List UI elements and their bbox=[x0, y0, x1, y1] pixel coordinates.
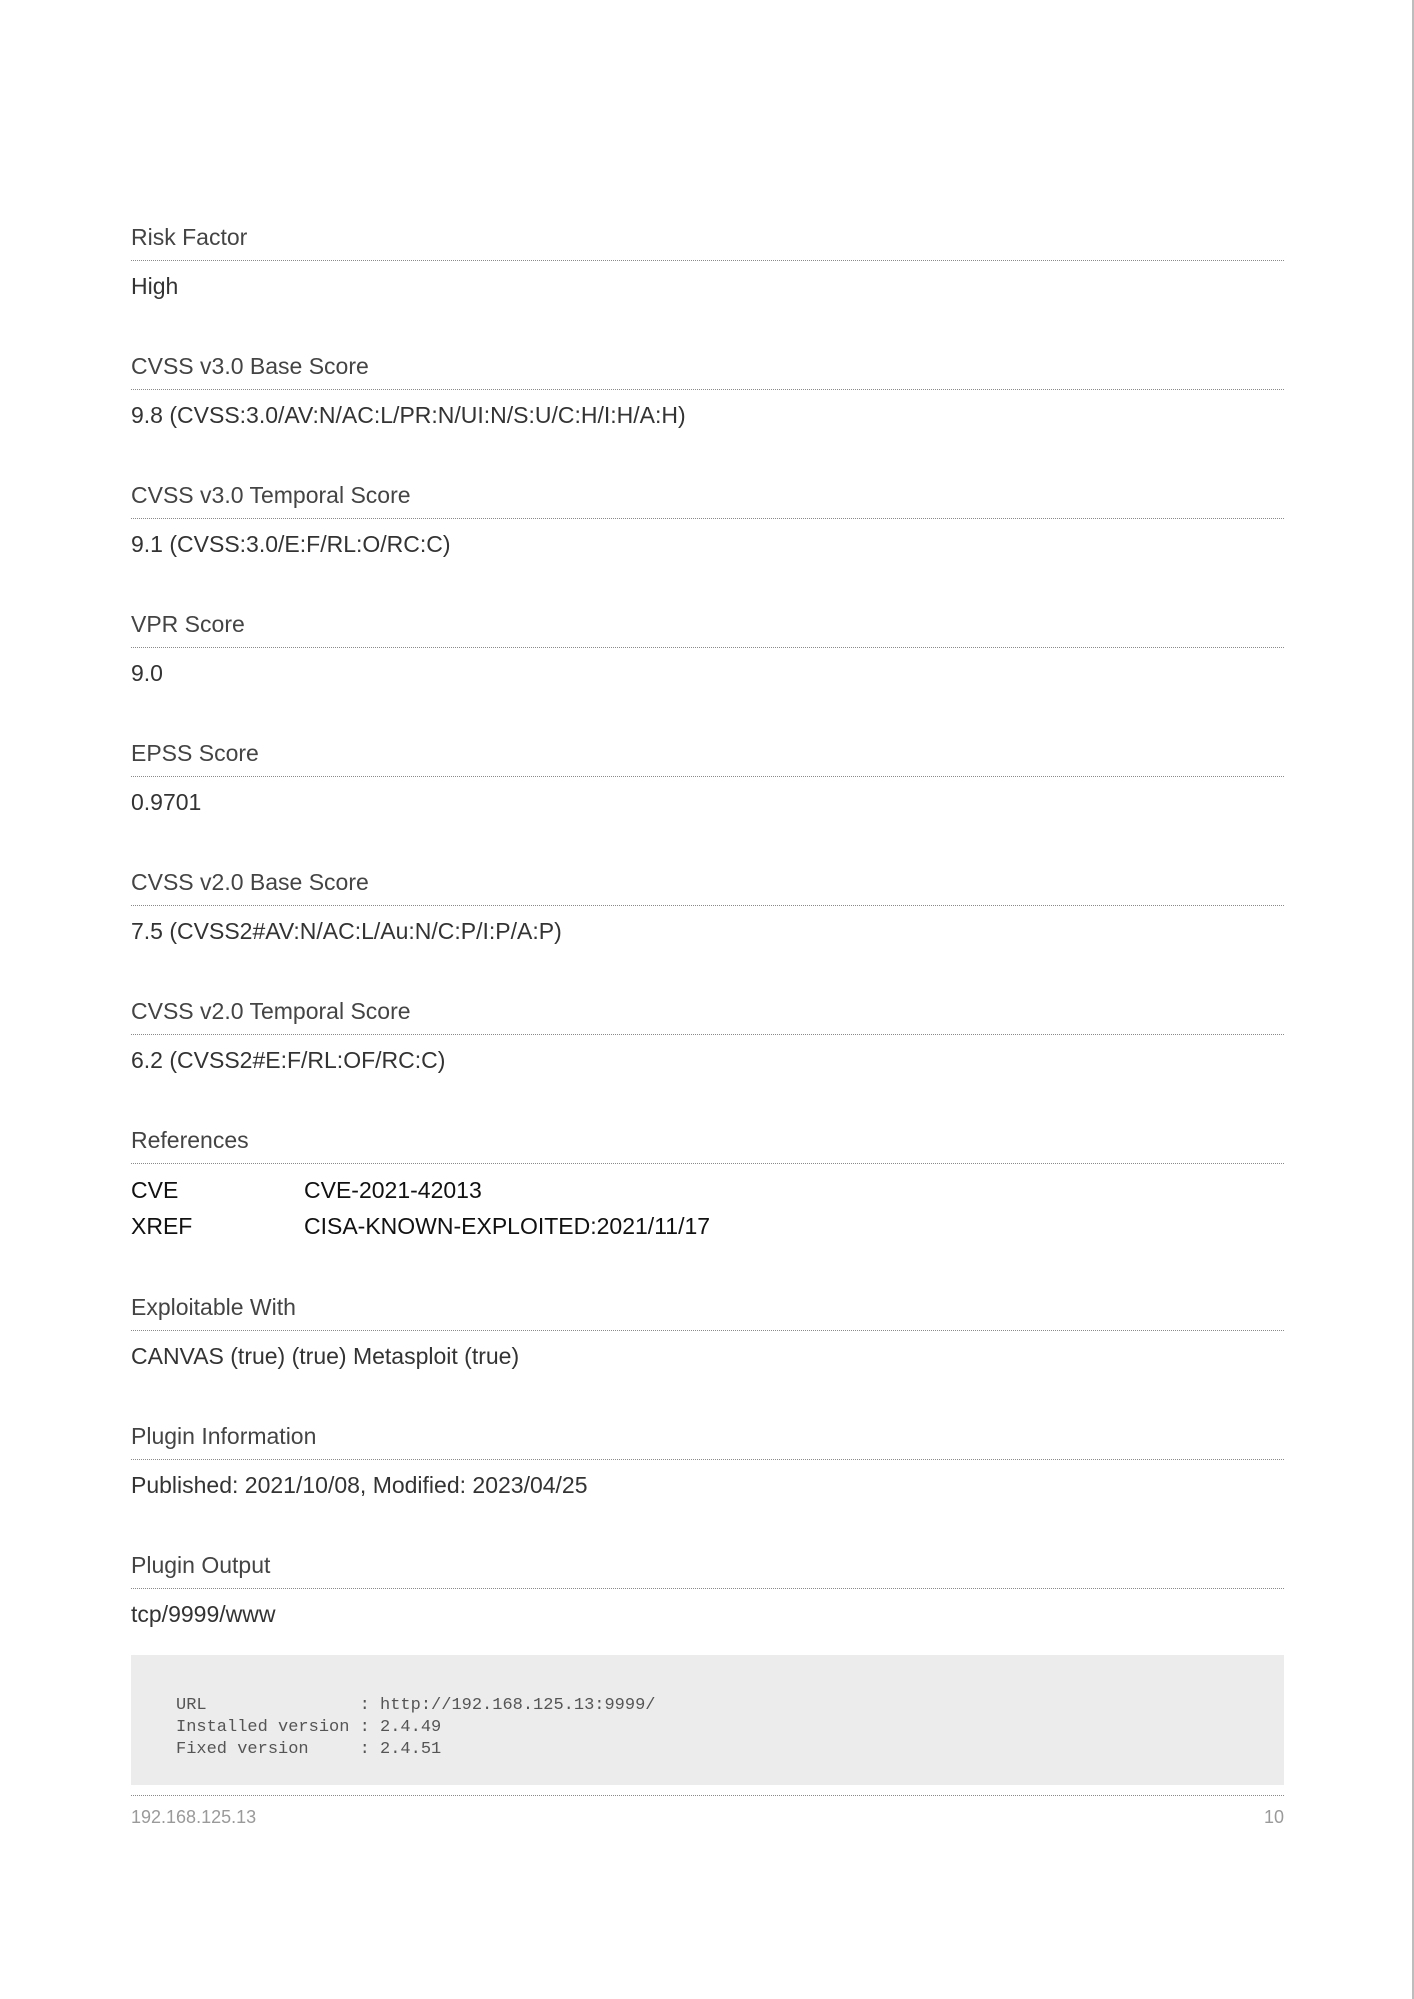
section-cvss3-temporal bbox=[131, 478, 1284, 561]
section-cvss3-base bbox=[131, 349, 1284, 432]
section-label: CVSS v2.0 Base Score bbox=[131, 865, 1284, 906]
section-references bbox=[131, 1123, 1284, 1244]
section-value: High bbox=[131, 273, 179, 299]
page-number: 10 bbox=[1263, 1807, 1284, 1827]
section-value: 6.2 (CVSS2#E:F/RL:OF/RC:C) bbox=[131, 1047, 446, 1073]
code-line: Fixed version : 2.4.51 bbox=[176, 1740, 442, 1759]
section-label: Risk Factor bbox=[131, 220, 1284, 261]
section-risk-factor bbox=[131, 220, 1284, 303]
section-epss-score bbox=[131, 736, 1284, 819]
section-label: CVSS v3.0 Base Score bbox=[131, 349, 1284, 390]
section-plugin-output bbox=[131, 1548, 1284, 1785]
reference-value: CVE-2021-42013 bbox=[304, 1177, 482, 1203]
section-value: 9.1 (CVSS:3.0/E:F/RL:O/RC:C) bbox=[131, 531, 451, 557]
section-value: 9.0 bbox=[131, 660, 163, 686]
footer-host: 192.168.125.13 bbox=[131, 1807, 257, 1827]
reference-key: XREF bbox=[131, 1213, 193, 1239]
code-line: URL : http://192.168.125.13:9999/ bbox=[176, 1696, 656, 1715]
section-cvss2-temporal bbox=[131, 994, 1284, 1077]
section-cvss2-base bbox=[131, 865, 1284, 948]
reference-value: CISA-KNOWN-EXPLOITED:2021/11/17 bbox=[304, 1213, 711, 1239]
plugin-output-code bbox=[131, 1655, 1284, 1785]
references-list bbox=[131, 1172, 1284, 1244]
section-label: Plugin Output bbox=[131, 1548, 1284, 1589]
section-label: CVSS v3.0 Temporal Score bbox=[131, 478, 1284, 519]
reference-key: CVE bbox=[131, 1177, 179, 1203]
section-exploitable-with bbox=[131, 1290, 1284, 1373]
section-label: CVSS v2.0 Temporal Score bbox=[131, 994, 1284, 1035]
section-label: EPSS Score bbox=[131, 736, 1284, 777]
section-label: Exploitable With bbox=[131, 1290, 1284, 1331]
section-value: CANVAS (true) (true) Metasploit (true) bbox=[131, 1343, 520, 1369]
reference-row bbox=[131, 1172, 1284, 1208]
reference-row bbox=[131, 1208, 1284, 1244]
code-line: Installed version : 2.4.49 bbox=[176, 1718, 442, 1737]
vulnerability-details bbox=[131, 220, 1284, 1831]
section-label: VPR Score bbox=[131, 607, 1284, 648]
section-label: Plugin Information bbox=[131, 1419, 1284, 1460]
section-value: tcp/9999/www bbox=[131, 1601, 276, 1627]
section-value: 9.8 (CVSS:3.0/AV:N/AC:L/PR:N/UI:N/S:U/C:H/I:H/A:H) bbox=[131, 402, 686, 428]
section-plugin-information bbox=[131, 1419, 1284, 1502]
section-value: 0.9701 bbox=[131, 789, 202, 815]
section-value: 7.5 (CVSS2#AV:N/AC:L/Au:N/C:P/I:P/A:P) bbox=[131, 918, 562, 944]
page-footer bbox=[131, 1795, 1284, 1828]
section-value: Published: 2021/10/08, Modified: 2023/04/25 bbox=[131, 1472, 588, 1498]
section-vpr-score bbox=[131, 607, 1284, 690]
section-label: References bbox=[131, 1123, 1284, 1164]
